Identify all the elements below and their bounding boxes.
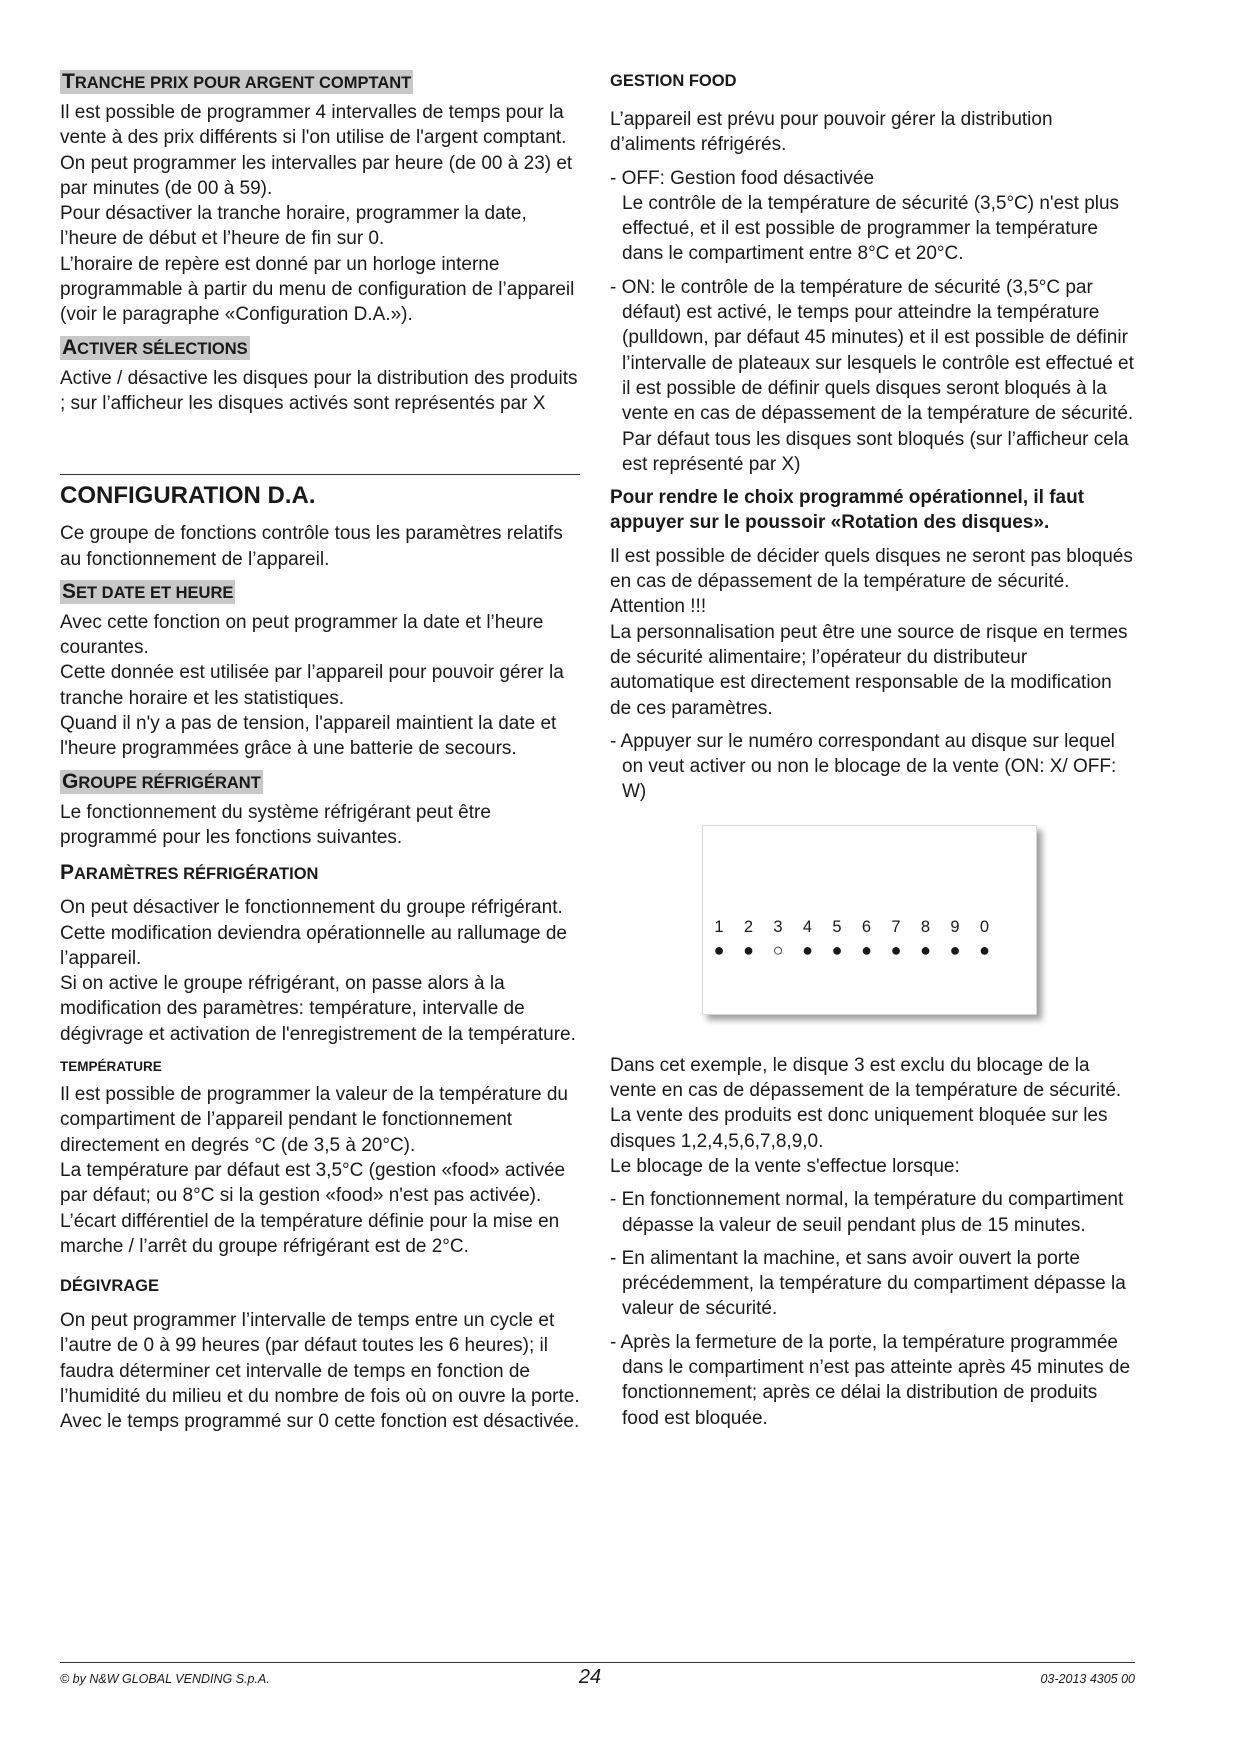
bold-instruction: Pour rendre le choix programmé opérationnel, il faut appuyer sur le poussoir «Rotation des disques». <box>610 487 1085 534</box>
disk-number: 8 <box>920 917 931 936</box>
heading-gestion-food: GESTION FOOD <box>610 72 737 90</box>
heading-tranche-prix: TRANCHE PRIX POUR ARGENT COMPTANT <box>62 70 412 93</box>
disk-blocked-indicator: ● <box>979 939 990 960</box>
paragraph: Attention !!! <box>610 596 707 618</box>
paragraph: Par défaut tous les disques sont bloqués (sur l’afficheur cela est représenté par X) <box>622 428 1129 475</box>
paragraph: La température par défaut est 3,5°C (gestion «food» activée par défaut; ou 8°C si la gestion «food» n'est pas activée). <box>60 1159 566 1207</box>
paragraph: Avec le temps programmé sur 0 cette fonction est désactivée. <box>60 1411 580 1433</box>
disk-blocked-indicator: ● <box>890 939 902 960</box>
bullet-alimentant: - En alimentant la machine, et sans avoir ouvert la porte précédemment, la température du compartiment dépasse la valeur de sécurité. <box>610 1247 1126 1320</box>
section-title-configuration: CONFIGURATION D.A. <box>60 474 580 511</box>
disk-number: 7 <box>891 917 901 936</box>
paragraph: La personnalisation peut être une source de risque en termes de sécurité alimentaire; l’opérateur du distributeur automatique est directement responsable de la modification de ces paramètres. <box>610 621 1128 719</box>
heading-degivrage: DÉGIVRAGE <box>60 1277 160 1296</box>
paragraph: Il est possible de programmer 4 intervalles de temps pour la vente à des prix différents si l'on utilise de l'argent comptant. <box>60 102 567 149</box>
disk-blocked-indicator: ● <box>802 939 813 960</box>
heading-set-date-heure: SET DATE ET HEURE <box>62 579 234 603</box>
disk-number: 4 <box>802 917 813 936</box>
paragraph: Ce groupe de fonctions contrôle tous les paramètres relatifs au fonctionnement de l’appareil. <box>60 523 563 570</box>
heading-groupe-refrigerant: GROUPE RÉFRIGÉRANT <box>62 769 261 793</box>
paragraph: L’appareil est prévu pour pouvoir gérer la distribution d’aliments réfrigérés. <box>610 109 1053 156</box>
footer-copyright: © by N&W GLOBAL VENDING S.p.A. <box>60 1672 270 1686</box>
disk-blocked-indicator: ● <box>949 939 961 960</box>
paragraph: Avec cette fonction on peut programmer la date et l’heure courantes. <box>60 611 544 659</box>
paragraph: L’écart différentiel de la température définie pour la mise en marche / l’arrêt du groupe réfrigérant est de 2°C. <box>60 1210 560 1257</box>
bullet-off: - OFF: Gestion food désactivée <box>610 167 875 189</box>
heading-activer-selections: ACTIVER SÉLECTIONS <box>62 335 248 359</box>
paragraph: La vente des produits est donc uniquement bloquée sur les disques 1,2,4,5,6,7,8,9,0. <box>610 1105 1108 1152</box>
heading-parametres-refrigeration: PARAMÈTRES RÉFRIGÉRATION <box>60 861 319 885</box>
page-number: 24 <box>578 1666 602 1688</box>
footer-rule <box>60 1662 1135 1663</box>
disk-unblocked-indicator: ○ <box>772 939 784 960</box>
paragraph: Le blocage de la vente s'effectue lorsque: <box>610 1155 960 1177</box>
disk-blocked-indicator: ● <box>743 939 754 960</box>
paragraph: On peut programmer les intervalles par heure (de 00 à 23) et par minutes (de 00 à 59). <box>60 152 573 199</box>
paragraph: Si on active le groupe réfrigérant, on passe alors à la modification des paramètres: température, intervalle de dégivrage et activation de l'enregistrement de la température. <box>60 973 576 1045</box>
paragraph: Il est possible de décider quels disques ne seront pas bloqués en cas de dépassement de la température de sécurité. <box>610 545 1133 593</box>
paragraph: Quand il n'y a pas de tension, l'appareil maintient la date et l'heure programmées grâce à une batterie de secours. <box>60 713 557 760</box>
right-column <box>610 70 1135 1431</box>
paragraph: Cette donnée est utilisée par l’appareil pour pouvoir gérer la tranche horaire et les statistiques. <box>60 662 564 709</box>
heading-temperature: TEMPÉRATURE <box>60 1059 162 1075</box>
bullet-appuyer: - Appuyer sur le numéro correspondant au disque sur lequel on veut activer ou non le blocage de la vente (ON: X/ OFF: W) <box>610 730 1117 803</box>
disk-blocked-indicator: ● <box>861 939 872 960</box>
paragraph: On peut désactiver le fonctionnement du groupe réfrigérant. Cette modification deviendra opérationnelle au rallumage de l’appareil. <box>60 897 567 969</box>
paragraph: Il est possible de programmer la valeur de la température du compartiment de l’appareil pendant le fonctionnement directement en degrés °C (de 3,5 à 20°C). <box>60 1084 568 1156</box>
paragraph: Active / désactive les disques pour la distribution des produits ; sur l’afficheur les disques activés sont représentés par X <box>60 367 578 414</box>
paragraph: Dans cet exemple, le disque 3 est exclu du blocage de la vente en cas de dépassement de la température de sécurité. <box>610 1054 1122 1102</box>
disk-blocked-indicator: ● <box>920 939 931 960</box>
bullet-fermeture: - Après la fermeture de la porte, la température programmée dans le compartiment n’est pas atteinte après 45 minutes de fonctionnement; après ce délai la distribution de produits food est bloquée. <box>610 1331 1131 1429</box>
disk-blocked-indicator: ● <box>831 939 843 960</box>
display-panel <box>702 825 1037 1015</box>
paragraph: Le contrôle de la température de sécurité (3,5°C) n'est plus effectué, et il est possible de programmer la température dans le compartiment entre 8°C et 20°C. <box>622 192 1120 265</box>
bullet-on: - ON: le contrôle de la température de sécurité (3,5°C par défaut) est activé, le temps pour atteindre la température (pulldown, par défaut 45 minutes) et il est possible de définir l’intervalle de plateaux sur lesquels le contrôle est effectué et il est possible de définir quels disques seront bloqués à la vente en cas de dépassement de la température de sécurité. <box>610 276 1134 425</box>
disk-number: 1 <box>714 917 724 936</box>
paragraph: On peut programmer l’intervalle de temps entre un cycle et l’autre de 0 à 99 heures (par défaut toutes les 6 heures); il faudra déterminer cet intervalle de temps en fonction de l’humidité du milieu et du nombre de fois où on ouvre la porte. <box>60 1310 580 1407</box>
footer-code: 03-2013 4305 00 <box>1040 1672 1135 1686</box>
disk-number: 3 <box>773 917 783 936</box>
paragraph: Le fonctionnement du système réfrigérant peut être programmé pour les fonctions suivantes. <box>60 801 491 848</box>
disk-blocked-indicator: ● <box>713 939 725 960</box>
bullet-normal: - En fonctionnement normal, la température du compartiment dépasse la valeur de seuil pendant plus de 15 minutes. <box>610 1189 1124 1236</box>
disk-number: 2 <box>743 917 754 936</box>
disk-number: 9 <box>950 917 960 936</box>
left-column <box>60 70 580 1435</box>
disk-number: 5 <box>832 917 842 936</box>
paragraph: Pour désactiver la tranche horaire, programmer la date, l’heure de début et l’heure de fin sur 0. <box>60 203 527 250</box>
paragraph: L’horaire de repère est donné par un horloge interne programmable à partir du menu de configuration de l’appareil (voir le paragraphe «Configuration D.A.»). <box>60 253 575 326</box>
disk-number: 6 <box>861 917 872 936</box>
disk-number: 0 <box>979 917 990 936</box>
